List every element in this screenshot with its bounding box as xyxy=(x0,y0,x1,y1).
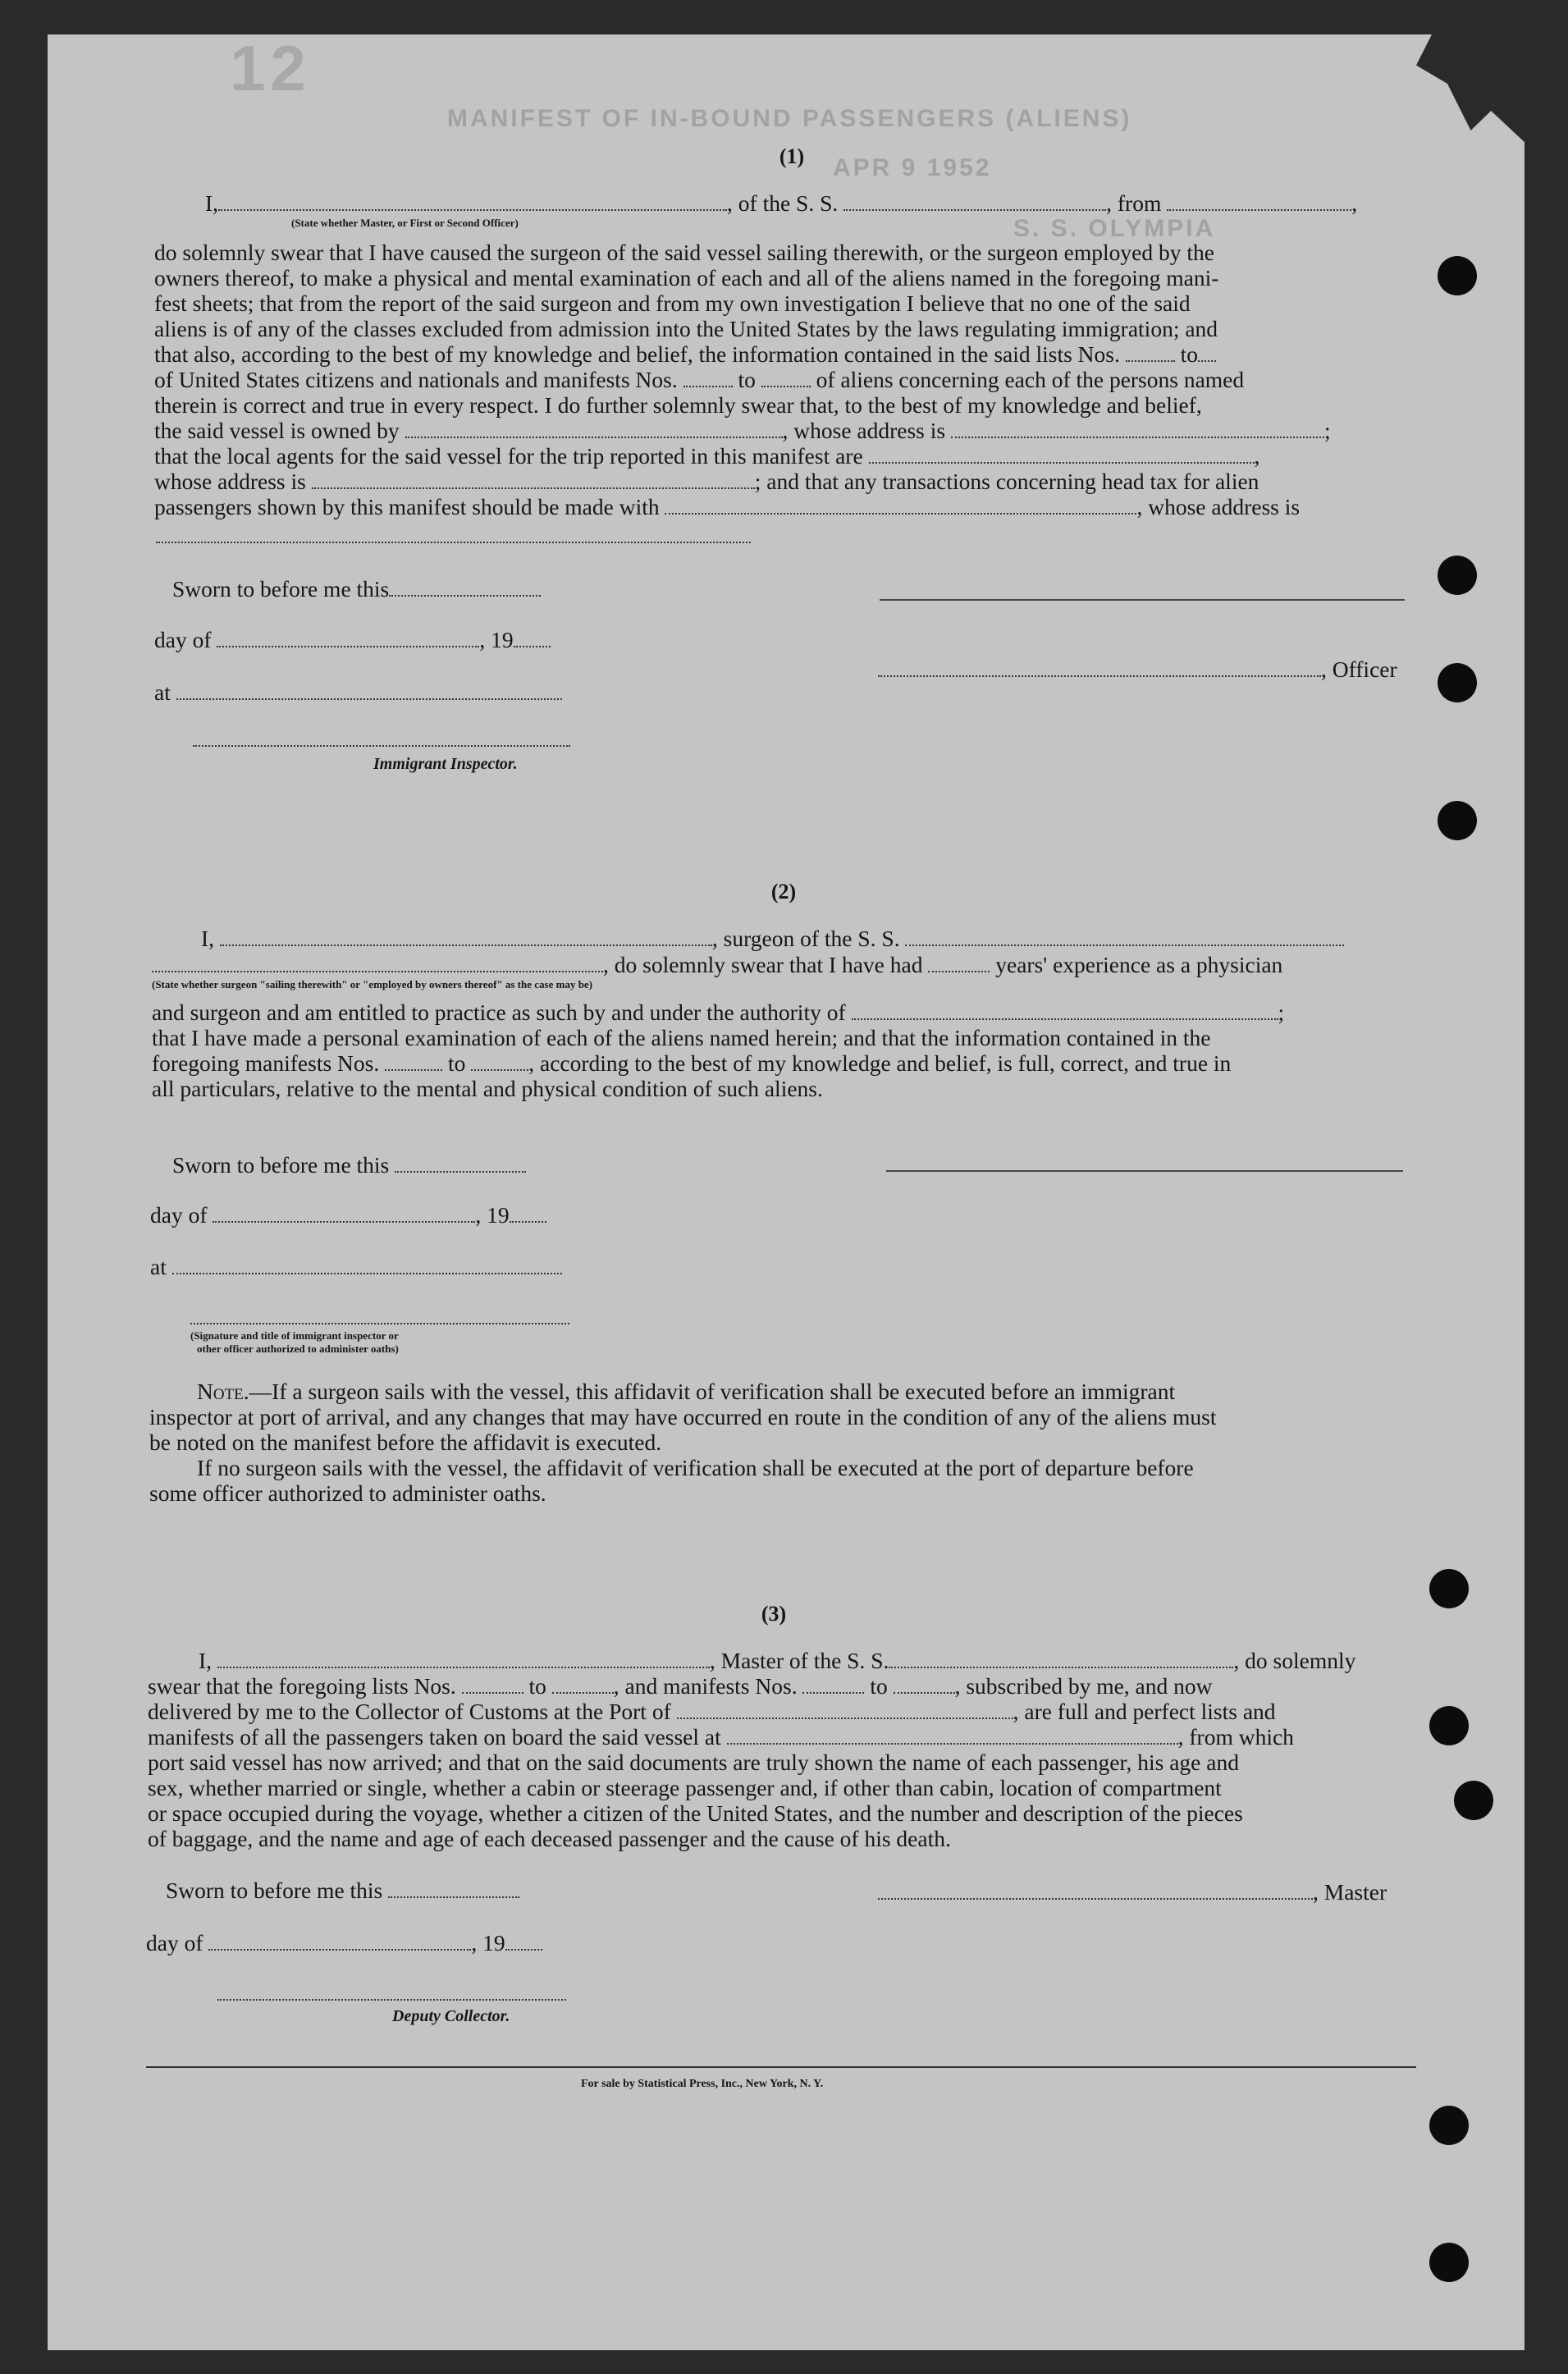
surgeon-capacity-field[interactable] xyxy=(152,958,603,972)
s1-p9: that the local agents for the said vessel for the trip reported in this manifest are , xyxy=(154,443,1260,469)
owner-address-field[interactable] xyxy=(951,423,1324,438)
section-2-title: (2) xyxy=(770,880,797,903)
s2-month-field[interactable] xyxy=(213,1208,475,1223)
inspector-signature-field[interactable] xyxy=(193,745,570,747)
manifests-to-field[interactable] xyxy=(761,373,811,387)
s1-at: at xyxy=(154,679,562,705)
collector-label: Deputy Collector. xyxy=(392,2007,510,2025)
authority-field[interactable] xyxy=(852,1005,1278,1020)
stamp-date: APR 9 1952 xyxy=(833,154,992,181)
s2-p4: all particulars, relative to the mental and physical condition of such aliens. xyxy=(152,1076,823,1101)
s3-lists-from-field[interactable] xyxy=(462,1679,523,1694)
punch-hole xyxy=(1438,801,1477,840)
collector-signature-field[interactable] xyxy=(217,1999,566,2001)
s1-sworn-day-field[interactable] xyxy=(389,582,541,597)
s1-p2: owners thereof, to make a physical and mental examination of each and all of the aliens named in the foregoing mani- xyxy=(154,265,1219,290)
officer-line: , Officer xyxy=(878,656,1397,682)
punch-hole xyxy=(1438,256,1477,295)
s3-manifests-from-field[interactable] xyxy=(802,1679,864,1694)
note-line-4: If no surgeon sails with the vessel, the affidavit of verification shall be executed at the port of departure before xyxy=(197,1455,1194,1480)
note-line-2: inspector at port of arrival, and any changes that may have occurred en route in the condition of any of the aliens must xyxy=(149,1404,1217,1429)
s2-p2: that I have made a personal examination of each of the aliens named herein; and that the information contained in the xyxy=(152,1025,1211,1050)
stamp-header: MANIFEST OF IN-BOUND PASSENGERS (ALIENS) xyxy=(447,105,1132,132)
s2-p3: foregoing manifests Nos. to , according to the best of my knowledge and belief, is full, correct, and true in xyxy=(152,1050,1232,1076)
s3-sworn-day-field[interactable] xyxy=(388,1883,519,1898)
master-signature-line[interactable] xyxy=(880,599,1405,601)
s2-sig-caption-1: (Signature and title of immigrant inspector or xyxy=(190,1329,399,1342)
s1-p3: fest sheets; that from the report of the said surgeon and from my own investigation I believe that no one of the said xyxy=(154,290,1191,316)
ship-name-field[interactable] xyxy=(843,196,1106,211)
note-line-1: Note.—If a surgeon sails with the vessel, this affidavit of verification shall be executed before an immigrant xyxy=(197,1379,1176,1404)
s3-manifests-to-field[interactable] xyxy=(894,1679,955,1694)
lists-from-field[interactable] xyxy=(1126,347,1175,362)
s3-line-4: manifests of all the passengers taken on board the said vessel at , from which xyxy=(148,1724,1294,1750)
port-field[interactable] xyxy=(677,1704,1013,1719)
address-continuation-field[interactable] xyxy=(156,542,751,543)
s2-caption: (State whether surgeon "sailing therewith" or "employed by owners thereof" as the case may be) xyxy=(152,978,593,990)
s2-p1: and surgeon and am entitled to practice as such by and under the authority of ; xyxy=(152,999,1285,1025)
officer-name-field[interactable] xyxy=(218,196,727,211)
s3-line-2: swear that the foregoing lists Nos. to , and manifests Nos. to , subscribed by me, and now xyxy=(148,1673,1213,1699)
s2-inspector-signature-field[interactable] xyxy=(190,1323,569,1324)
s2-line-1: I, , surgeon of the S. S. xyxy=(201,926,1344,951)
s2-line-2: , do solemnly swear that I have had years' experience as a physician xyxy=(152,952,1282,977)
s1-p11: passengers shown by this manifest should be made with , whose address is xyxy=(154,494,1301,519)
s1-line-1: I, , of the S. S. , from , xyxy=(205,190,1358,216)
punch-hole xyxy=(1454,1781,1493,1820)
section-1-title: (1) xyxy=(779,144,805,168)
s2-sworn: Sworn to before me this xyxy=(172,1152,526,1178)
s2-manifests-from-field[interactable] xyxy=(385,1056,442,1071)
s1-p10: whose address is ; and that any transactions concerning head tax for alien xyxy=(154,469,1259,494)
punch-hole xyxy=(1429,2106,1469,2145)
from-port-field[interactable] xyxy=(1167,196,1351,211)
officer-signature-field[interactable] xyxy=(878,662,1321,677)
s1-p1: do solemnly swear that I have caused the surgeon of the said vessel sailing therewith, or the surgeon employed by the xyxy=(154,240,1214,265)
s3-day: day of , 19 xyxy=(146,1930,542,1955)
s2-day: day of , 19 xyxy=(150,1202,546,1228)
stamp-ship: S. S. OLYMPIA xyxy=(1013,215,1216,242)
s1-sworn: Sworn to before me this xyxy=(172,576,541,602)
local-agents-field[interactable] xyxy=(869,449,1255,464)
s3-line-1: I, , Master of the S. S. , do solemnly xyxy=(199,1648,1356,1673)
s2-sig-caption-2: other officer authorized to administer oaths) xyxy=(197,1343,399,1355)
s1-p7: therein is correct and true in every respect. I do further solemnly swear that, to the best of my knowledge and belief, xyxy=(154,392,1202,418)
s1-day: day of , 19 xyxy=(154,627,551,652)
punch-hole xyxy=(1429,2243,1469,2282)
s1-p5: that also, according to the best of my knowledge and belief, the information contained in the said lists Nos. to xyxy=(154,341,1216,367)
punch-hole xyxy=(1438,556,1477,595)
s1-month-field[interactable] xyxy=(217,633,479,647)
s3-p7: or space occupied during the voyage, whether a citizen of the United States, and the number and description of the pieces xyxy=(148,1800,1243,1826)
s1-p6: of United States citizens and nationals and manifests Nos. to of aliens concerning each of the persons named xyxy=(154,367,1245,392)
head-tax-party-field[interactable] xyxy=(665,500,1136,515)
s3-year-field[interactable] xyxy=(505,1936,542,1951)
s2-sworn-day-field[interactable] xyxy=(395,1158,526,1173)
inspector-label: Immigrant Inspector. xyxy=(373,755,518,773)
s3-master-line: , Master xyxy=(878,1879,1387,1905)
note-line-3: be noted on the manifest before the affidavit is executed. xyxy=(149,1429,662,1455)
surgeon-name-field[interactable] xyxy=(220,931,712,946)
years-experience-field[interactable] xyxy=(928,958,990,972)
s3-month-field[interactable] xyxy=(208,1936,471,1951)
section-3-title: (3) xyxy=(761,1602,787,1626)
s2-at: at xyxy=(150,1254,562,1279)
punch-hole xyxy=(1438,663,1477,702)
printer-credit: For sale by Statistical Press, Inc., New York, N. Y. xyxy=(581,2078,824,2090)
s3-p6: sex, whether married or single, whether a cabin or steerage passenger and, if other than cabin, location of compartment xyxy=(148,1775,1222,1800)
boarding-port-field[interactable] xyxy=(727,1730,1178,1745)
s3-line-3: delivered by me to the Collector of Customs at the Port of , are full and perfect lists and xyxy=(148,1699,1276,1724)
footer-rule xyxy=(146,2066,1416,2068)
s3-sworn: Sworn to before me this xyxy=(166,1878,519,1903)
s1-caption: (State whether Master, or First or Second Officer) xyxy=(291,217,519,229)
s2-year-field[interactable] xyxy=(510,1208,546,1223)
s3-p5: port said vessel has now arrived; and that on the said documents are truly shown the name of each passenger, his age and xyxy=(148,1750,1239,1775)
s2-manifests-to-field[interactable] xyxy=(471,1056,528,1071)
punch-hole xyxy=(1429,1569,1469,1608)
s1-year-field[interactable] xyxy=(514,633,551,647)
note-line-5: some officer authorized to administer oaths. xyxy=(149,1480,546,1506)
surgeon-signature-line[interactable] xyxy=(886,1170,1403,1172)
lists-to-field[interactable] xyxy=(1198,347,1216,362)
s3-lists-to-field[interactable] xyxy=(552,1679,614,1694)
s1-p8: the said vessel is owned by , whose address is ; xyxy=(154,418,1331,443)
agents-address-field[interactable] xyxy=(312,474,755,489)
s1-p4: aliens is of any of the classes excluded from admission into the United States by the laws regulating immigration; and xyxy=(154,316,1218,341)
s3-master-name-field[interactable] xyxy=(217,1654,710,1668)
s3-p8: of baggage, and the name and age of each deceased passenger and the cause of his death. xyxy=(148,1826,951,1851)
s2-place-field[interactable] xyxy=(172,1260,562,1274)
manifests-from-field[interactable] xyxy=(683,373,733,387)
stamp-number: 12 xyxy=(230,32,311,104)
punch-hole xyxy=(1429,1706,1469,1745)
master-signature-field[interactable] xyxy=(878,1885,1313,1900)
owner-field[interactable] xyxy=(405,423,783,438)
s2-ship-field[interactable] xyxy=(905,931,1344,946)
s1-place-field[interactable] xyxy=(176,685,562,700)
s3-ship-field[interactable] xyxy=(889,1654,1233,1668)
